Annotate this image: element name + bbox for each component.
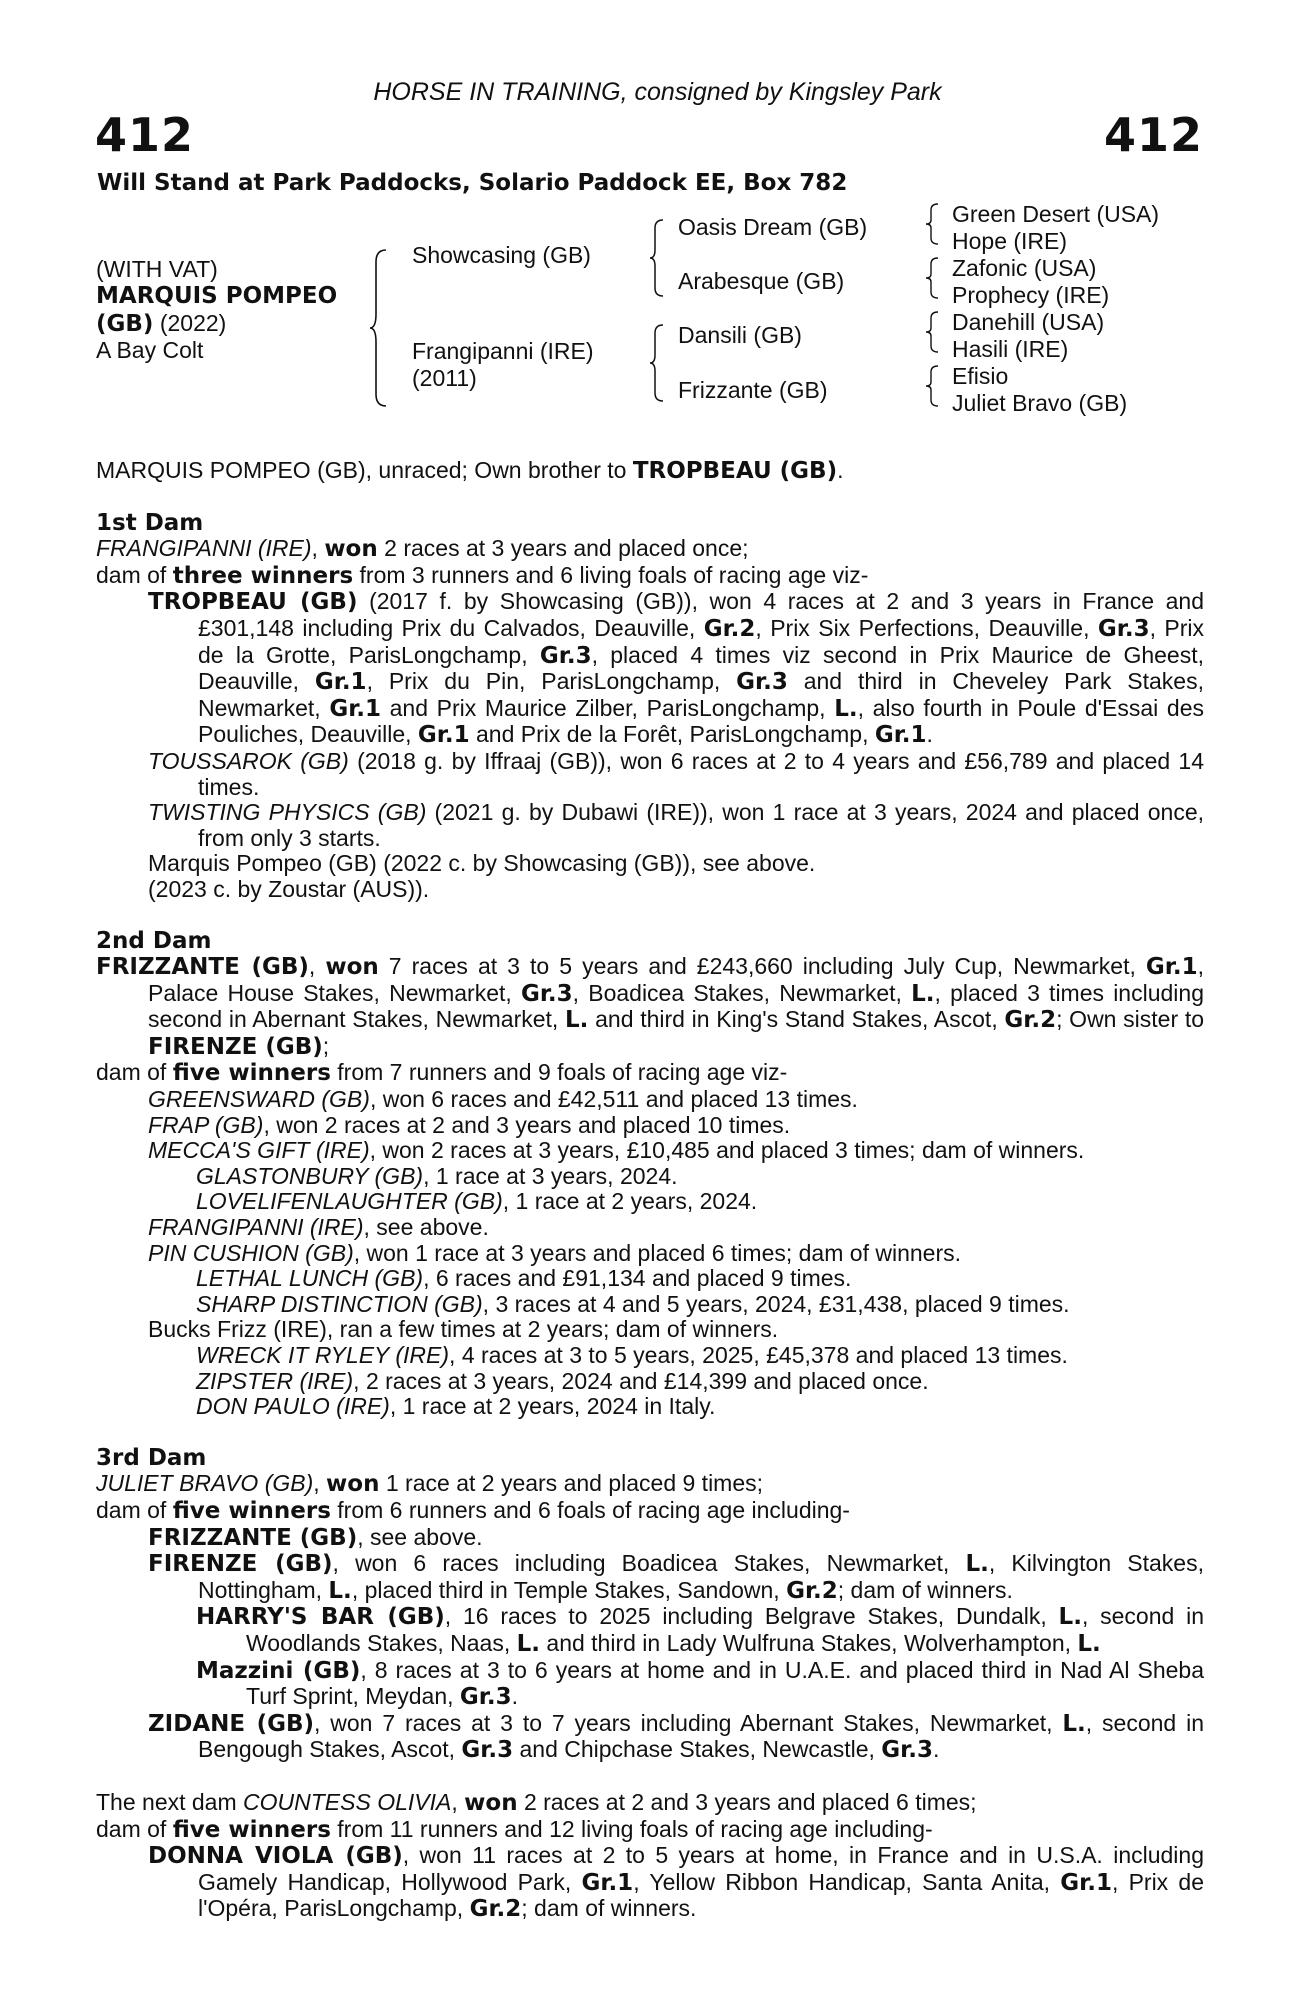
produce-donna-viola: DONNA VIOLA (GB), won 11 races at 2 to 5 years at home, in France and in U.S.A. including Gamely Handicap, Hollywood Park, Gr.1, Yellow Ribbon Handicap, Santa Anita, Gr.1, Prix de l'Opéra, ParisLongchamp, Gr.2; dam of winners. xyxy=(148,1842,1204,1923)
third-dam-heading: 3rd Dam xyxy=(96,1444,207,1471)
brace-gen3-b-icon xyxy=(924,256,940,300)
produce-meccas-gift: MECCA'S GIFT (IRE), won 2 races at 3 years, £10,485 and placed 3 times; dam of winners. xyxy=(148,1137,1085,1164)
produce-pin-cushion: PIN CUSHION (GB), won 1 race at 3 years and placed 6 times; dam of winners. xyxy=(148,1239,961,1266)
third-dam-record: JULIET BRAVO (GB), won 1 race at 2 years and placed 9 times; xyxy=(96,1470,764,1498)
sire-dam-dam: Prophecy (IRE) xyxy=(952,282,1110,308)
vat-note: (WITH VAT) xyxy=(96,256,218,282)
third-dam-produce-summary: dam of five winners from 6 runners and 6 foals of racing age including- xyxy=(96,1496,850,1524)
sire-sire-dam: Hope (IRE) xyxy=(952,228,1068,254)
sire-sire: Oasis Dream (GB) xyxy=(678,214,868,240)
produce-harrys-bar: HARRY'S BAR (GB), 16 races to 2025 including Belgrave Stakes, Dundalk, L., second in Woodlands Stakes, Naas, L. and third in Lady Wulfruna Stakes, Wolverhampton, L. xyxy=(196,1603,1204,1657)
sire: Showcasing (GB) xyxy=(412,242,591,268)
stabling-location: Will Stand at Park Paddocks, Solario Paddock EE, Box 782 xyxy=(97,170,848,196)
dam-dam: Frizzante (GB) xyxy=(678,377,828,403)
intro-line: MARQUIS POMPEO (GB), unraced; Own brother to TROPBEAU (GB). xyxy=(96,457,844,484)
brace-main-icon xyxy=(368,248,390,408)
brace-gen3-a-icon xyxy=(924,202,940,246)
produce-tropbeau: TROPBEAU (GB) (2017 f. by Showcasing (GB)), won 4 races at 2 and 3 years in France and £301,148 including Prix du Calvados, Deauville, Gr.2, Prix Six Perfections, Deauville, Gr.3, Prix de la Grotte, ParisLongchamp, Gr.3, placed 4 times viz second in Prix Maurice de Gheest, Deauville, Gr.1, Prix du Pin, ParisLongchamp, Gr.3 and third in Cheveley Park Stakes, Newmarket, Gr.1 and Prix Maurice Zilber, ParisLongchamp, L., also fourth in Poule d'Essai des Pouliches, Deauville, Gr.1 and Prix de la Forêt, ParisLongchamp, Gr.1. xyxy=(148,588,1205,749)
first-dam-produce-summary: dam of three winners from 3 runners and 6 living foals of racing age viz- xyxy=(96,561,869,589)
second-dam-record: FRIZZANTE (GB), won 7 races at 3 to 5 years and £243,660 including July Cup, Newmarket, Gr.1, Palace House Stakes, Newmarket, Gr.3, Boadicea Stakes, Newmarket, L., placed 3 times including second in Abernant Stakes, Newmarket, L. and third in King's Stand Stakes, Ascot, Gr.2; Own sister to FIRENZE (GB); xyxy=(96,953,1204,1060)
second-dam-heading: 2nd Dam xyxy=(96,927,212,954)
dam-dam-sire: Efisio xyxy=(952,363,1009,389)
second-dam-produce-summary: dam of five winners from 7 runners and 9 foals of racing age viz- xyxy=(96,1059,788,1087)
produce-firenze: FIRENZE (GB), won 6 races including Boadicea Stakes, Newmarket, L., Kilvington Stakes, Nottingham, L., placed third in Temple Stakes, Sandown, Gr.2; dam of winners. xyxy=(148,1550,1204,1604)
sire-dam: Arabesque (GB) xyxy=(678,268,845,294)
brace-gen3-d-icon xyxy=(924,364,940,408)
horse-country-year: (GB) (2022) xyxy=(96,310,227,337)
produce-toussarok: TOUSSAROK (GB) (2018 g. by Iffraaj (GB)), won 6 races at 2 to 4 years and £56,789 and placed 14 times. xyxy=(148,747,1204,800)
dam-sire-sire: Danehill (USA) xyxy=(952,309,1105,335)
dam-sire: Dansili (GB) xyxy=(678,322,802,348)
brace-dam-icon xyxy=(648,323,666,403)
produce-don-paulo: DON PAULO (IRE), 1 race at 2 years, 2024 in Italy. xyxy=(196,1393,716,1420)
produce-frap: FRAP (GB), won 2 races at 2 and 3 years and placed 10 times. xyxy=(148,1111,791,1138)
produce-glastonbury: GLASTONBURY (GB), 1 race at 3 years, 2024. xyxy=(196,1162,678,1189)
dam: Frangipanni (IRE) xyxy=(412,338,594,364)
produce-2023-colt: (2023 c. by Zoustar (AUS)). xyxy=(148,875,430,902)
produce-greensward: GREENSWARD (GB), won 6 races and £42,511 and placed 13 times. xyxy=(148,1086,858,1113)
first-dam-record: FRANGIPANNI (IRE), won 2 races at 3 years and placed once; xyxy=(96,535,749,563)
produce-frangipanni: FRANGIPANNI (IRE), see above. xyxy=(148,1214,489,1241)
dam-sire-dam: Hasili (IRE) xyxy=(952,336,1069,362)
sire-sire-sire: Green Desert (USA) xyxy=(952,201,1160,227)
first-dam-heading: 1st Dam xyxy=(96,509,204,536)
produce-sharp-distinction: SHARP DISTINCTION (GB), 3 races at 4 and 5 years, 2024, £31,438, placed 9 times. xyxy=(196,1290,1070,1317)
horse-name: MARQUIS POMPEO xyxy=(96,283,338,309)
catalogue-body xyxy=(96,458,1204,1923)
produce-mazzini: Mazzini (GB), 8 races at 3 to 6 years at home and in U.A.E. and placed third in Nad Al Sheba Turf Sprint, Meydan, Gr.3. xyxy=(196,1656,1205,1711)
lot-number-right: 412 xyxy=(1103,108,1203,162)
lot-number-left: 412 xyxy=(95,108,195,162)
produce-lovelifenlaughter: LOVELIFENLAUGHTER (GB), 1 race at 2 years, 2024. xyxy=(196,1188,758,1215)
produce-zipster: ZIPSTER (IRE), 2 races at 3 years, 2024 and £14,399 and placed once. xyxy=(196,1367,929,1394)
brace-sire-icon xyxy=(648,218,666,298)
horse-description: A Bay Colt xyxy=(96,337,204,363)
produce-lethal-lunch: LETHAL LUNCH (GB), 6 races and £91,134 and placed 9 times. xyxy=(196,1265,852,1292)
produce-zidane: ZIDANE (GB), won 7 races at 3 to 7 years including Abernant Stakes, Newmarket, L., second in Bengough Stakes, Ascot, Gr.3 and Chipchase Stakes, Newcastle, Gr.3. xyxy=(148,1709,1204,1764)
produce-marquis-pompeo: Marquis Pompeo (GB) (2022 c. by Showcasing (GB)), see above. xyxy=(148,850,816,877)
next-dam-record: The next dam COUNTESS OLIVIA, won 2 races at 2 and 3 years and placed 6 times; xyxy=(96,1788,977,1816)
dam-dam-dam: Juliet Bravo (GB) xyxy=(952,390,1128,416)
next-dam-produce-summary: dam of five winners from 11 runners and 12 living foals of racing age including- xyxy=(96,1815,933,1843)
sire-dam-sire: Zafonic (USA) xyxy=(952,255,1097,281)
dam-year: (2011) xyxy=(412,365,477,391)
brace-gen3-c-icon xyxy=(924,310,940,354)
produce-bucks-frizz: Bucks Frizz (IRE), ran a few times at 2 years; dam of winners. xyxy=(148,1316,779,1343)
produce-frizzante: FRIZZANTE (GB), see above. xyxy=(148,1523,483,1551)
produce-wreck-it-ryley: WRECK IT RYLEY (IRE), 4 races at 3 to 5 years, 2025, £45,378 and placed 13 times. xyxy=(196,1342,1068,1368)
produce-twisting-physics: TWISTING PHYSICS (GB) (2021 g. by Dubawi (IRE)), won 1 race at 3 years, 2024 and placed once, from only 3 starts. xyxy=(148,799,1204,851)
consignment-line: HORSE IN TRAINING, consigned by Kingsley Park xyxy=(373,78,942,106)
